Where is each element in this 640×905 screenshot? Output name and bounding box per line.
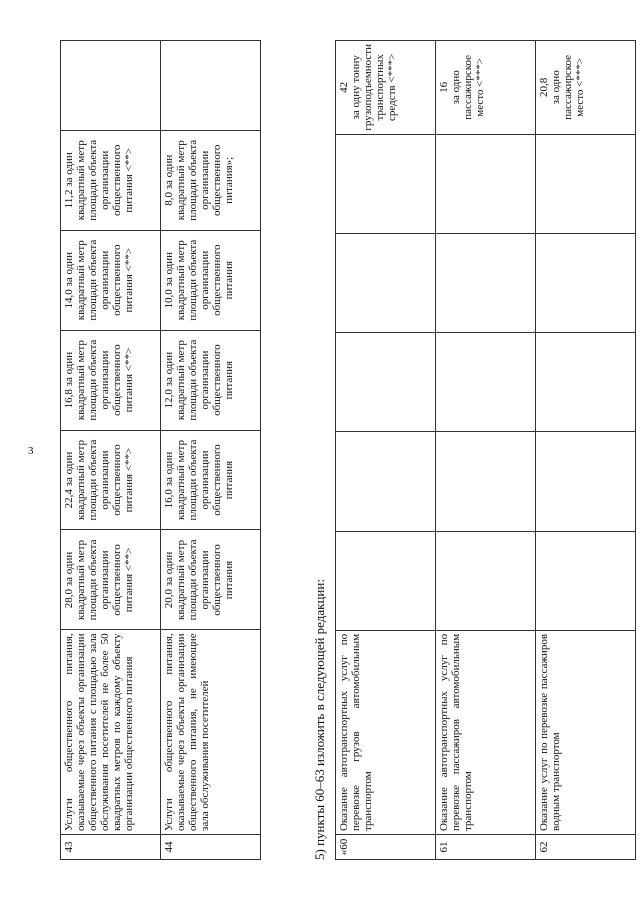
table-row [336,41,436,860]
empty-cell [536,134,636,233]
rate-cell: 14,0 за один квадратный метр площади объекта организации общественного питания <**> [61,230,161,330]
row-number: «60 [336,835,436,860]
empty-cell [436,233,536,332]
rate-cell: 28,0 за один квадратный метр площади объекта организации общественного питания <**> [61,530,161,630]
rates-table-top [60,40,261,860]
rate-cell: 16,8 за один квадратный метр площади объекта организации общественного питания <**> [61,330,161,430]
rate-unit: за одну тонну грузоподъемности транспортных средств <***> [350,44,398,131]
empty-cell [436,134,536,233]
rates-table-bottom [335,40,636,860]
row-number: 44 [161,835,261,860]
row-number: 43 [61,835,161,860]
rate-cell [536,41,636,135]
rate-cell: 16,0 за один квадратный метр площади объекта организации общественного питания [161,430,261,530]
empty-cell [436,531,536,630]
table-row [161,41,261,860]
rate-cell [161,41,261,131]
rotated-page-content [60,40,620,860]
row-number: 61 [436,835,536,860]
rate-value: 20,8 [538,77,550,97]
empty-cell [536,233,636,332]
amendment-heading: 5) пункты 60–63 изложить в следующей редакции: [312,579,327,860]
table-row [536,41,636,860]
table-row [436,41,536,860]
row-number: 62 [536,835,636,860]
empty-cell [536,333,636,432]
empty-cell [436,333,536,432]
rate-unit: за одно пассажирское место <***> [550,54,586,120]
rate-cell: 10,0 за один квадратный метр площади объекта организации общественного питания [161,230,261,330]
empty-cell [336,233,436,332]
service-description: Оказание автотранспортных услуг по перевозке грузов автомобильным транспортом [336,630,436,834]
service-description: Услуги общественного питания, оказываемые через объекты организации общественного питания с площадью зала обслуживания посетителей не более 50 квадратных метров по каждому объекту организации общественного питания [61,630,161,835]
empty-cell [336,333,436,432]
rate-cell [436,41,536,135]
empty-cell [336,531,436,630]
rate-cell: 22,4 за один квадратный метр площади объекта организации общественного питания <**> [61,430,161,530]
rate-cell: 8,0 за один квадратный метр площади объекта организации общественного питания»; [161,130,261,230]
empty-cell [336,134,436,233]
page-number: 3 [28,445,34,457]
rate-value: 16 [438,81,450,93]
service-description: Услуги общественного питания, оказываемые через объекты организации общественного питания, не имеющие зала обслуживания посетителей [161,630,261,835]
rate-cell [61,41,161,131]
table-row [61,41,161,860]
empty-cell [536,432,636,531]
empty-cell [536,531,636,630]
rate-cell: 12,0 за один квадратный метр площади объекта организации общественного питания [161,330,261,430]
rate-cell: 20,0 за один квадратный метр площади объекта организации общественного питания [161,530,261,630]
service-description: Оказание услуг по перевозке пассажиров водным транспортом [536,630,636,834]
empty-cell [336,432,436,531]
empty-cell [436,432,536,531]
service-description: Оказание автотранспортных услуг по перевозке пассажиров автомобильным транспортом [436,630,536,834]
rate-unit: за одно пассажирское место <***> [450,54,486,120]
rate-value: 42 [338,81,350,93]
rate-cell [336,41,436,135]
rate-cell: 11,2 за один квадратный метр площади объекта организации общественного питания <**> [61,130,161,230]
